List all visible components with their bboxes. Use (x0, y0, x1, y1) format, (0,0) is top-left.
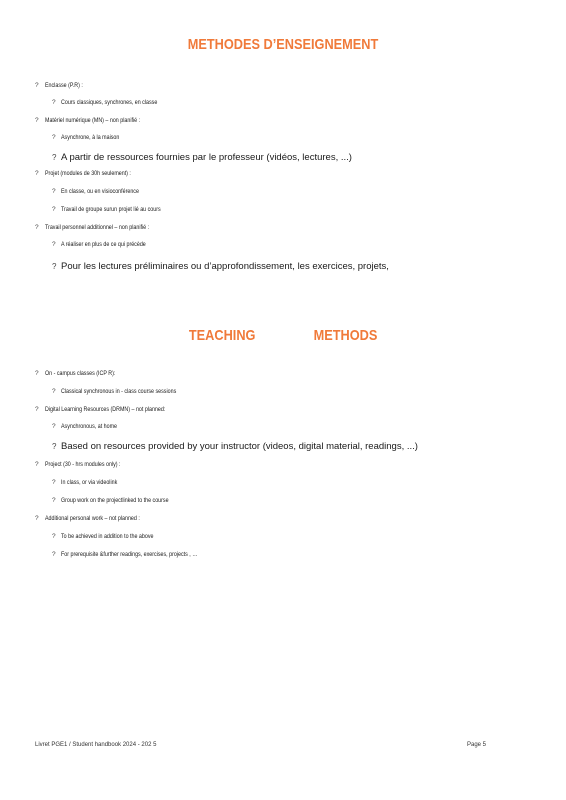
english-title-part2: METHODS (313, 327, 378, 344)
english-item-level1 (35, 370, 131, 378)
bullet-marker: ? (52, 134, 56, 141)
bullet-marker: ? (35, 117, 39, 124)
bullet-marker: ? (52, 99, 56, 106)
french-item-text: Cours classiques, synchrones, en classe (61, 99, 158, 106)
bullet-marker: ? (52, 188, 56, 195)
french-item-level1 (35, 82, 91, 90)
french-item-text: Travail de groupe surun projet lié au cours (61, 206, 161, 213)
french-item-level1 (35, 117, 161, 125)
english-item-text: Group work on the projectlinked to the course (61, 497, 169, 504)
english-item-level1 (35, 461, 137, 469)
english-item-level2 (52, 479, 130, 487)
english-item-text: Additional personal work – not planned : (45, 515, 140, 522)
bullet-marker: ? (52, 497, 56, 504)
french-item-level2 (52, 188, 156, 196)
bullet-marker: ? (35, 461, 39, 468)
french-item-text: A réaliser en plus de ce qui précède (61, 241, 146, 248)
footer-page-number: Page 5 (467, 742, 487, 748)
bullet-marker: ? (52, 262, 57, 271)
french-item-text: Pour les lectures préliminaires ou d’approfondissement, les exercices, projets, (61, 261, 389, 272)
bullet-marker: ? (52, 206, 56, 213)
french-item-text: A partir de ressources fournies par le professeur (vidéos, lectures, ...) (61, 152, 352, 163)
english-item-text: In class, or via videolink (61, 479, 118, 486)
english-item-text: Based on resources provided by your instructor (videos, digital material, readings, ...) (61, 441, 418, 452)
french-item-level1 (35, 170, 150, 178)
french-item-text: Travail personnel additionnel – non planifié : (45, 224, 150, 231)
french-item-level2 (52, 241, 164, 249)
bullet-marker: ? (52, 241, 56, 248)
english-title-part1: TEACHING (189, 327, 256, 344)
bullet-marker: ? (52, 153, 57, 162)
footer-handbook-label: Livret PGE1 / Student handbook 2024 - 202 5 (35, 742, 157, 748)
english-item-level2 (52, 423, 129, 431)
french-item-text: Matériel numérique (MN) – non planifié : (45, 117, 141, 124)
english-item-level2 (52, 388, 202, 396)
english-item-text: Digital Learning Resources (DRMN) – not planned: (45, 406, 166, 413)
bullet-marker: ? (52, 551, 56, 558)
english-section-title (0, 327, 566, 344)
french-item-level2 (52, 261, 389, 272)
bullet-marker: ? (52, 388, 56, 395)
english-item-level2 (52, 533, 174, 541)
french-item-level2 (52, 134, 132, 142)
english-item-level1 (35, 406, 192, 414)
english-item-text: Project (30 - hrs modules only) : (45, 461, 121, 468)
bullet-marker: ? (52, 442, 57, 451)
french-item-level2 (52, 206, 183, 214)
french-section-title: METHODES D’ENSEIGNEMENT (187, 36, 379, 53)
bullet-marker: ? (52, 479, 56, 486)
french-item-level1 (35, 224, 172, 232)
english-item-text: On - campus classes (ICP R): (45, 370, 116, 377)
french-item-text: En classe, ou en visioconférence (61, 188, 139, 195)
english-item-text: Asynchronous, at home (61, 423, 118, 430)
bullet-marker: ? (35, 170, 39, 177)
french-item-text: Asynchrone, à la maison (61, 134, 120, 141)
english-item-level2 (52, 441, 418, 452)
french-item-text: Projet (modules de 30h seulement) : (45, 170, 131, 177)
bullet-marker: ? (35, 82, 39, 89)
english-item-text: To be achieved in addition to the above (61, 533, 154, 540)
english-item-level2 (52, 497, 192, 505)
french-item-level2 (52, 152, 352, 163)
bullet-marker: ? (52, 533, 56, 540)
english-item-text: For prerequisite &further readings, exercises, projects , … (61, 551, 198, 558)
english-item-level2 (52, 551, 228, 559)
french-item-text: Enclasse (P.R) : (45, 82, 83, 89)
bullet-marker: ? (52, 423, 56, 430)
english-item-text: Classical synchronous in - class course sessions (61, 388, 177, 395)
bullet-marker: ? (35, 370, 39, 377)
bullet-marker: ? (35, 515, 39, 522)
bullet-marker: ? (35, 224, 39, 231)
english-item-level1 (35, 515, 161, 523)
bullet-marker: ? (35, 406, 39, 413)
french-item-level2 (52, 99, 178, 107)
